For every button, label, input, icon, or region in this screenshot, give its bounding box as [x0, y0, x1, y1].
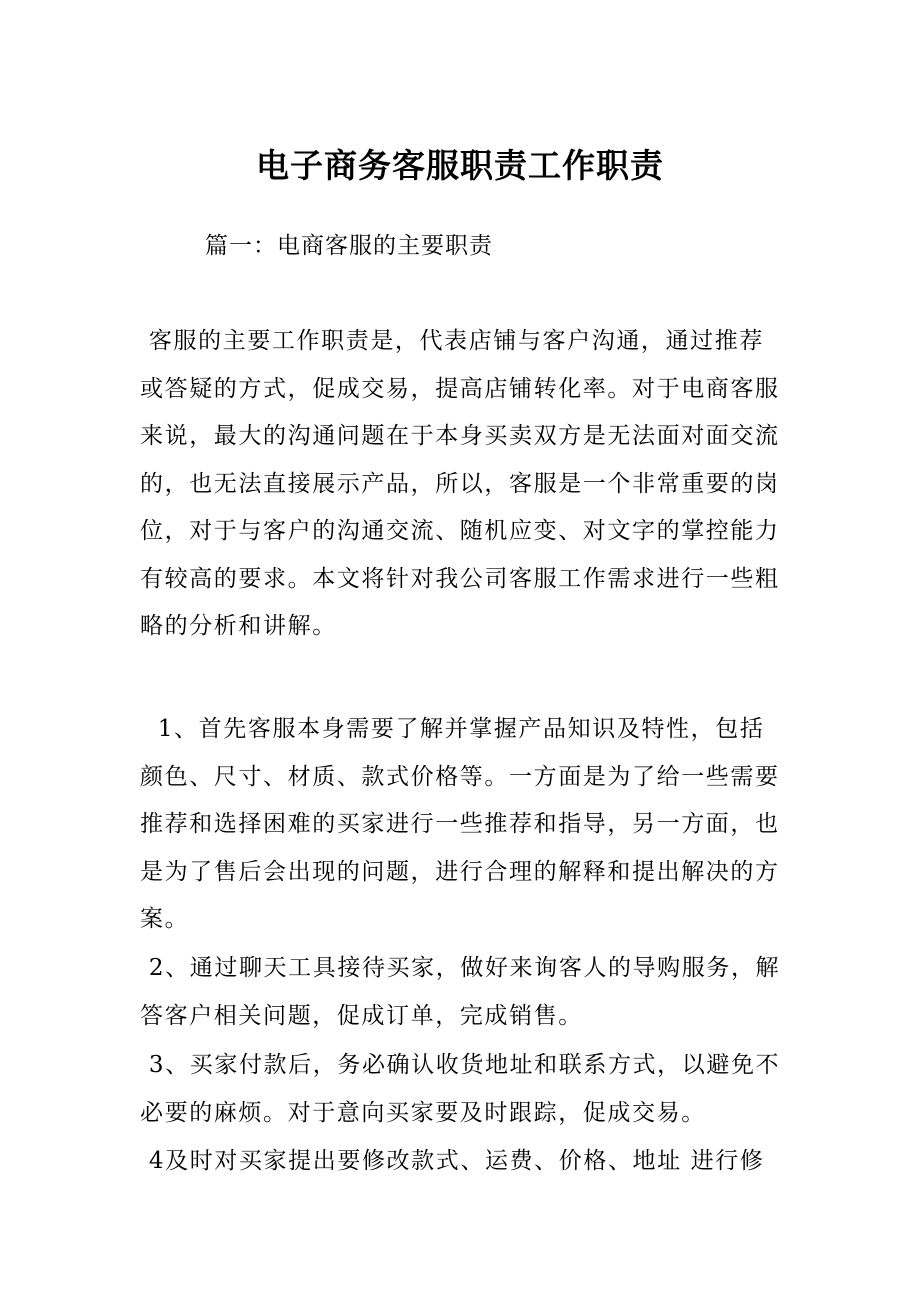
duty-item-2: 2、通过聊天工具接待买家，做好来询客人的导购服务，解答客户相关问题，促成订单，完成销售。 [140, 955, 781, 1029]
section-heading: 篇一：电商客服的主要职责 [205, 233, 493, 259]
duty-item-3: 3、买家付款后，务必确认收货地址和联系方式，以避免不必要的麻烦。对于意向买家要及时跟踪，促成交易。 [140, 1052, 781, 1126]
intro-paragraph: 客服的主要工作职责是，代表店铺与客户沟通，通过推荐或答疑的方式，促成交易，提高店铺转化率。对于电商客服来说，最大的沟通问题在于本身买卖双方是无法面对面交流的，也无法直接展示产品，所以，客服是一个非常重要的岗位，对于与客户的沟通交流、随机应变、对文字的掌控能力有较高的要求。本文将针对我公司客服工作需求进行一些粗略的分析和讲解。 [140, 328, 780, 639]
duty-item-4: 4及时对买家提出要修改款式、运费、价格、地址 进行修 [140, 1148, 765, 1174]
duty-item-1: 1、首先客服本身需要了解并掌握产品知识及特性，包括颜色、尺寸、材质、款式价格等。一方面是为了给一些需要推荐和选择困难的买家进行一些推荐和指导，另一方面，也是为了售后会出现的问题，进行合理的解释和提出解决的方案。 [140, 716, 780, 932]
document-title: 电子商务客服职责工作职责 [256, 146, 664, 185]
